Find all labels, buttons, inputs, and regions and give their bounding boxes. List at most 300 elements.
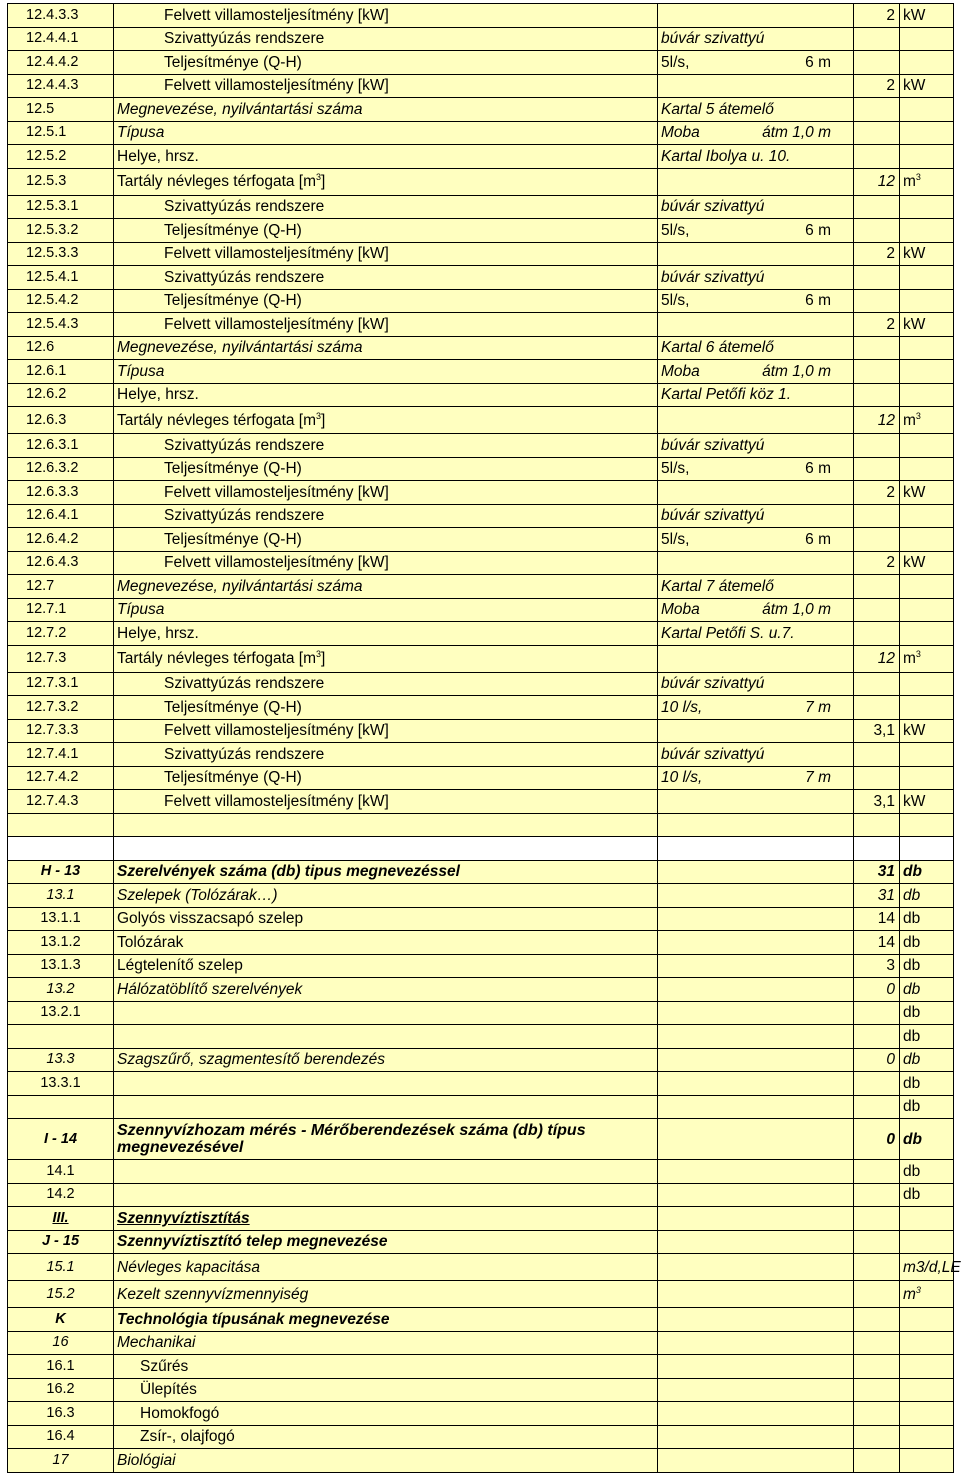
table-row [8, 645, 954, 672]
row-label: Teljesítménye (Q-H) [114, 219, 658, 243]
row-unit [900, 1425, 954, 1449]
row-unit [900, 1378, 954, 1402]
row-quantity: 12 [854, 645, 900, 672]
table-row [8, 1425, 954, 1449]
row-number [8, 1025, 114, 1049]
row-unit [900, 813, 954, 837]
row-value [658, 1160, 854, 1184]
table-row [8, 672, 954, 696]
row-number: 12.6.4.2 [8, 528, 114, 552]
row-value [658, 1183, 854, 1207]
table-row [8, 978, 954, 1002]
table-row [8, 360, 954, 384]
row-label: Szivattyúzás rendszere [114, 743, 658, 767]
row-label [114, 813, 658, 837]
row-value [658, 860, 854, 884]
value-a: 10 l/s, [661, 769, 703, 787]
row-number: K [8, 1308, 114, 1332]
row-quantity [854, 219, 900, 243]
value-a: Moba [661, 601, 700, 619]
row-label: Helye, hrsz. [114, 145, 658, 169]
row-label: Hálózatöblítő szerelvények [114, 978, 658, 1002]
row-unit [900, 1355, 954, 1379]
label-close: ] [321, 411, 326, 429]
row-unit [900, 360, 954, 384]
row-label: Biológiai [114, 1449, 658, 1473]
row-unit: db [900, 931, 954, 955]
row-unit [900, 528, 954, 552]
row-value [658, 1072, 854, 1096]
row-unit [900, 575, 954, 599]
row-number: 15.2 [8, 1281, 114, 1308]
row-label: Szagszűrő, szagmentesítő berendezés [114, 1048, 658, 1072]
row-quantity [854, 1230, 900, 1254]
row-label: Teljesítménye (Q-H) [114, 766, 658, 790]
value-b: 6 m [805, 460, 831, 478]
row-quantity [854, 837, 900, 861]
row-number: 12.4.3.3 [8, 4, 114, 28]
row-label [114, 168, 658, 195]
row-unit [900, 696, 954, 720]
row-unit [900, 1308, 954, 1332]
row-number [8, 837, 114, 861]
row-unit [900, 121, 954, 145]
row-quantity [854, 457, 900, 481]
row-unit [900, 98, 954, 122]
row-number: 12.5 [8, 98, 114, 122]
table-row [8, 219, 954, 243]
row-label: Szivattyúzás rendszere [114, 672, 658, 696]
row-number: 12.5.1 [8, 121, 114, 145]
row-number [8, 1095, 114, 1119]
table-row [8, 551, 954, 575]
row-number: 13.3.1 [8, 1072, 114, 1096]
row-label: Kezelt szennyvízmennyiség [114, 1281, 658, 1308]
row-number [8, 813, 114, 837]
row-value: búvár szivattyú [658, 743, 854, 767]
row-quantity: 31 [854, 860, 900, 884]
row-label [114, 837, 658, 861]
value-a: 5l/s, [661, 292, 690, 310]
row-quantity [854, 743, 900, 767]
row-unit: db [900, 1025, 954, 1049]
row-number: 13.2.1 [8, 1001, 114, 1025]
row-unit [900, 219, 954, 243]
value-a: 5l/s, [661, 530, 690, 548]
table-row [8, 813, 954, 837]
row-label: Golyós visszacsapó szelep [114, 907, 658, 931]
label-text: Tartály névleges térfogata [m [117, 411, 317, 429]
row-unit [900, 407, 954, 434]
row-number: 13.1.3 [8, 954, 114, 978]
row-quantity: 12 [854, 168, 900, 195]
row-quantity: 0 [854, 978, 900, 1002]
row-label: Teljesítménye (Q-H) [114, 528, 658, 552]
table-row [8, 860, 954, 884]
row-label: Teljesítménye (Q-H) [114, 457, 658, 481]
row-number: 12.5.3.2 [8, 219, 114, 243]
row-number: 14.2 [8, 1183, 114, 1207]
row-unit: db [900, 1072, 954, 1096]
row-value [658, 74, 854, 98]
row-value [658, 1254, 854, 1281]
row-label: Típusa [114, 121, 658, 145]
table-row [8, 457, 954, 481]
row-label: Szelepek (Tolózárak…) [114, 884, 658, 908]
row-unit [900, 195, 954, 219]
row-unit: db [900, 1001, 954, 1025]
row-value [658, 219, 854, 243]
row-quantity [854, 696, 900, 720]
row-value [658, 121, 854, 145]
row-label [114, 645, 658, 672]
row-quantity [854, 1378, 900, 1402]
row-quantity [854, 528, 900, 552]
unit-text: m [903, 411, 916, 429]
table-row [8, 598, 954, 622]
row-value: Kartal Petőfi S. u.7. [658, 622, 854, 646]
row-number: 13.1.2 [8, 931, 114, 955]
row-value [658, 1425, 854, 1449]
table-row [8, 407, 954, 434]
row-number: 16.2 [8, 1378, 114, 1402]
row-unit [900, 1281, 954, 1308]
row-value: búvár szivattyú [658, 434, 854, 458]
value-a: 5l/s, [661, 221, 690, 239]
row-number: 12.7 [8, 575, 114, 599]
table-row [8, 1183, 954, 1207]
row-label: Szűrés [114, 1355, 658, 1379]
row-quantity [854, 121, 900, 145]
row-quantity [854, 1025, 900, 1049]
row-quantity [854, 51, 900, 75]
table-row [8, 1230, 954, 1254]
row-quantity [854, 766, 900, 790]
row-number: 12.7.4.1 [8, 743, 114, 767]
row-value [658, 645, 854, 672]
row-number: 12.6.1 [8, 360, 114, 384]
row-quantity [854, 1331, 900, 1355]
unit-text: m [903, 650, 916, 667]
row-quantity: 0 [854, 1048, 900, 1072]
row-value [658, 242, 854, 266]
row-quantity [854, 1355, 900, 1379]
row-value: Kartal 6 átemelő [658, 336, 854, 360]
row-quantity: 3,1 [854, 719, 900, 743]
row-unit: kW [900, 74, 954, 98]
row-value [658, 598, 854, 622]
row-unit [900, 168, 954, 195]
row-quantity [854, 1001, 900, 1025]
row-value [658, 1308, 854, 1332]
row-value [658, 1281, 854, 1308]
row-label: Helye, hrsz. [114, 383, 658, 407]
table-row [8, 504, 954, 528]
value-b: 7 m [805, 698, 831, 716]
row-quantity [854, 1254, 900, 1281]
row-value [658, 907, 854, 931]
row-quantity [854, 1402, 900, 1426]
label-superscript: 3 [316, 648, 322, 659]
row-number: III. [8, 1207, 114, 1231]
row-number: J - 15 [8, 1230, 114, 1254]
row-unit: kW [900, 551, 954, 575]
table-row [8, 51, 954, 75]
row-number: 12.6.3.1 [8, 434, 114, 458]
value-a: 5l/s, [661, 460, 690, 478]
row-number: 12.6.2 [8, 383, 114, 407]
label-superscript: 3 [316, 410, 322, 421]
row-value: Kartal 7 átemelő [658, 575, 854, 599]
row-unit: db [900, 1160, 954, 1184]
table-row [8, 1119, 954, 1160]
table-row [8, 383, 954, 407]
table-row [8, 121, 954, 145]
row-value [658, 551, 854, 575]
table-row [8, 481, 954, 505]
row-label: Teljesítménye (Q-H) [114, 289, 658, 313]
row-value: búvár szivattyú [658, 672, 854, 696]
row-value [658, 168, 854, 195]
row-number: 12.5.3 [8, 168, 114, 195]
row-number: 12.4.4.2 [8, 51, 114, 75]
row-label: Tolózárak [114, 931, 658, 955]
row-number: 12.6.3.2 [8, 457, 114, 481]
row-number: 14.1 [8, 1160, 114, 1184]
row-value [658, 1001, 854, 1025]
row-label: Teljesítménye (Q-H) [114, 51, 658, 75]
row-quantity [854, 336, 900, 360]
table-row [8, 1331, 954, 1355]
row-quantity: 31 [854, 884, 900, 908]
row-unit [900, 383, 954, 407]
row-unit [900, 1207, 954, 1231]
row-unit: db [900, 1183, 954, 1207]
table-row [8, 195, 954, 219]
table-row [8, 622, 954, 646]
row-value [658, 1230, 854, 1254]
row-unit: kW [900, 313, 954, 337]
row-label: Megnevezése, nyilvántartási száma [114, 98, 658, 122]
row-unit [900, 837, 954, 861]
table-row [8, 1378, 954, 1402]
table-row [8, 242, 954, 266]
row-number: 12.6.3 [8, 407, 114, 434]
row-unit: db [900, 954, 954, 978]
row-value [658, 766, 854, 790]
row-quantity [854, 1072, 900, 1096]
row-label: Felvett villamosteljesítmény [kW] [114, 551, 658, 575]
row-quantity: 3,1 [854, 790, 900, 814]
row-value [658, 696, 854, 720]
row-quantity [854, 598, 900, 622]
row-value [658, 813, 854, 837]
row-value [658, 837, 854, 861]
row-unit [900, 672, 954, 696]
table-row [8, 907, 954, 931]
row-label: Teljesítménye (Q-H) [114, 696, 658, 720]
value-b: 6 m [805, 221, 831, 239]
row-value [658, 360, 854, 384]
label-close: ] [321, 650, 326, 667]
row-unit: db [900, 907, 954, 931]
table-row [8, 528, 954, 552]
value-b: 7 m [805, 769, 831, 787]
table-row [8, 766, 954, 790]
row-value: búvár szivattyú [658, 195, 854, 219]
row-value [658, 1449, 854, 1473]
value-b: átm 1,0 m [762, 124, 831, 142]
row-unit: kW [900, 790, 954, 814]
row-unit [900, 504, 954, 528]
table-row [8, 954, 954, 978]
table-row [8, 98, 954, 122]
row-number: 16.3 [8, 1402, 114, 1426]
row-quantity [854, 1308, 900, 1332]
row-number: I - 14 [8, 1119, 114, 1160]
row-label: Szennyvízhozam mérés - Mérőberendezések száma (db) típus megnevezésével [114, 1119, 658, 1160]
row-number: 13.1 [8, 884, 114, 908]
row-unit [900, 1449, 954, 1473]
row-number: 17 [8, 1449, 114, 1473]
row-value [658, 1331, 854, 1355]
value-a: 10 l/s, [661, 698, 703, 716]
table-row [8, 1048, 954, 1072]
row-quantity: 0 [854, 1119, 900, 1160]
value-b: átm 1,0 m [762, 601, 831, 619]
row-label: Felvett villamosteljesítmény [kW] [114, 74, 658, 98]
table-row [8, 1160, 954, 1184]
row-value [658, 4, 854, 28]
table-row [8, 884, 954, 908]
row-number: 12.5.4.3 [8, 313, 114, 337]
row-quantity [854, 434, 900, 458]
row-value [658, 528, 854, 552]
table-row [8, 27, 954, 51]
row-unit: kW [900, 719, 954, 743]
row-unit: kW [900, 4, 954, 28]
row-unit [900, 434, 954, 458]
unit-superscript: 3 [915, 171, 921, 182]
row-label [114, 1183, 658, 1207]
value-b: 6 m [805, 292, 831, 310]
row-value [658, 978, 854, 1002]
row-label [114, 1001, 658, 1025]
table-row [8, 168, 954, 195]
label-text: Tartály névleges térfogata [m [117, 173, 317, 190]
row-unit [900, 1331, 954, 1355]
row-label: Megnevezése, nyilvántartási száma [114, 336, 658, 360]
row-quantity [854, 672, 900, 696]
row-value: búvár szivattyú [658, 504, 854, 528]
data-table [7, 3, 961, 1473]
row-number: 12.5.3.1 [8, 195, 114, 219]
table-row [8, 1072, 954, 1096]
table-row [8, 4, 954, 28]
label-superscript: 3 [316, 171, 322, 182]
row-value [658, 884, 854, 908]
row-value: búvár szivattyú [658, 27, 854, 51]
row-number: 16.1 [8, 1355, 114, 1379]
row-number: 12.6.4.3 [8, 551, 114, 575]
row-number: 13.2 [8, 978, 114, 1002]
row-unit [900, 622, 954, 646]
row-quantity: 3 [854, 954, 900, 978]
row-value [658, 1048, 854, 1072]
unit-superscript: 3 [915, 648, 921, 659]
row-number: 12.7.3.2 [8, 696, 114, 720]
row-unit [900, 766, 954, 790]
row-unit [900, 289, 954, 313]
row-number: 12.7.1 [8, 598, 114, 622]
row-label: Felvett villamosteljesítmény [kW] [114, 719, 658, 743]
row-number: 12.5.3.3 [8, 242, 114, 266]
row-label: Szivattyúzás rendszere [114, 195, 658, 219]
value-b: átm 1,0 m [762, 362, 831, 380]
row-value [658, 407, 854, 434]
row-value [658, 1207, 854, 1231]
row-unit [900, 1230, 954, 1254]
table-row [8, 696, 954, 720]
row-quantity: 12 [854, 407, 900, 434]
row-label: Szivattyúzás rendszere [114, 27, 658, 51]
table-row [8, 336, 954, 360]
row-quantity: 14 [854, 931, 900, 955]
row-number: 13.1.1 [8, 907, 114, 931]
table-row [8, 1355, 954, 1379]
row-label: Homokfogó [114, 1402, 658, 1426]
row-value: Kartal Petőfi köz 1. [658, 383, 854, 407]
row-quantity [854, 98, 900, 122]
row-label [114, 1160, 658, 1184]
row-number: 16 [8, 1331, 114, 1355]
row-unit: m3/d,LE [900, 1254, 954, 1281]
row-number: 12.7.2 [8, 622, 114, 646]
row-unit: kW [900, 242, 954, 266]
row-number: 12.6.3.3 [8, 481, 114, 505]
row-quantity [854, 1160, 900, 1184]
unit-superscript: 3 [915, 410, 921, 421]
row-label: Mechanikai [114, 1331, 658, 1355]
row-number: 12.7.3.1 [8, 672, 114, 696]
row-value [658, 1095, 854, 1119]
row-value [658, 790, 854, 814]
row-label: Ülepítés [114, 1378, 658, 1402]
row-number: 12.7.4.3 [8, 790, 114, 814]
row-label: Felvett villamosteljesítmény [kW] [114, 790, 658, 814]
row-label: Technológia típusának megnevezése [114, 1308, 658, 1332]
row-quantity [854, 27, 900, 51]
row-number: 15.1 [8, 1254, 114, 1281]
value-b: 6 m [805, 53, 831, 71]
row-value [658, 289, 854, 313]
table-row [8, 434, 954, 458]
label-text: Tartály névleges térfogata [m [117, 650, 317, 667]
table-row [8, 1025, 954, 1049]
row-unit [900, 598, 954, 622]
row-label: Felvett villamosteljesítmény [kW] [114, 313, 658, 337]
table-row [8, 145, 954, 169]
row-value [658, 954, 854, 978]
row-number: 12.7.4.2 [8, 766, 114, 790]
row-quantity: 2 [854, 313, 900, 337]
row-label [114, 1072, 658, 1096]
row-quantity [854, 1095, 900, 1119]
row-label: Felvett villamosteljesítmény [kW] [114, 4, 658, 28]
row-unit: kW [900, 481, 954, 505]
row-value [658, 1119, 854, 1160]
row-label: Szerelvények száma (db) tipus megnevezéssel [114, 860, 658, 884]
